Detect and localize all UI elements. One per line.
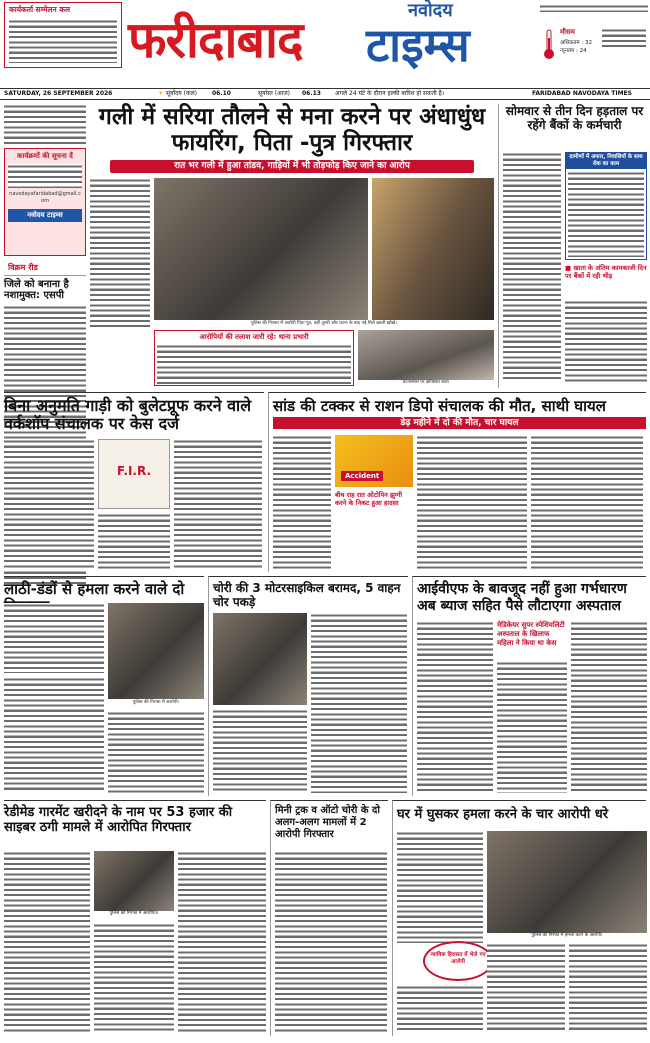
ivf-story [412,576,646,796]
date: SATURDAY, 26 SEPTEMBER 2026 [4,90,113,97]
weather-tease: अगले 24 घंटे के दौरान हल्की बारिश हो सकती है। [335,90,445,97]
custody-stamp-text: न्यायिक हिरासत में भेजे गए आरोपी [430,952,486,965]
workshop-headline: बिना अनुमति गाड़ी को बुलेटप्रूफ करने वाले वर्कशॉप संचालक पर केस दर्ज [4,396,252,433]
bank-sub-headline: ■ खाता के अंतिम कामकाजी दिन पर बैंकों में रही भीड़ [565,264,647,280]
accident-label: Accident [341,471,383,481]
temp-max: अधिकतम : 32 [560,40,593,46]
mini-truck-story [270,800,388,1036]
lathi-photo [108,603,204,699]
lathi-photo-caption: पुलिस की गिरफ्त में आरोपी। [132,700,180,705]
weather-title: मौसम [560,28,575,36]
brand-blue-top: नवोदय [408,0,453,21]
car-photo [358,330,494,380]
bull-accident-story [268,392,646,572]
fir-label: F.I.R. [116,464,152,478]
bull-strap: डेढ़ महीने में दो की मौत, चार घायल [273,417,646,429]
edition-en: FARIDABAD NAVODAYA TIMES [532,90,632,97]
ad-box [4,148,86,256]
brand-blue: टाइम्स [366,18,470,72]
sunrise-time: 06.10 [212,90,231,97]
bull-sub-headline: बीच राह रात ओटोपिन झुग्गी करने के निकट हुआ हादसा [335,491,403,507]
masthead [0,0,650,97]
bull-headline: सांड की टक्कर से राशन डिपो संचालक की मौत, साथी घायल [273,397,606,415]
sunrise-label: सूर्योदय (कल) [166,90,198,97]
house-attack-photo [487,831,647,933]
ad-box-email: navodayafaridabad@gmail.com [9,191,81,204]
workshop-story [4,392,264,572]
readymade-story [4,800,266,1036]
house-attack-headline: घर में घुसकर हमला करने के चार आरोपी धरे [397,807,609,822]
mini-truck-headline: मिनी ट्रक व ऑटो चोरी के दो अलग-अलग मामलों में 2 आरोपी गिरफ्तार [275,805,380,840]
weather-box [540,4,648,68]
motorcycle-headline: चोरी की 3 मोटरसाइकिल बरामद, 5 वाहन चोर पकड़े [213,581,401,609]
temp-min: न्यूनतम : 24 [560,48,587,54]
bank-sidebar [565,152,647,260]
bank-strike-story [498,104,646,388]
ad-box-title: कार्यक्रमों की सूचना दें [17,152,73,160]
lead-photo-caption: पुलिस की गिरफ्त में आरोपी पिता पुत्र, वहीं दूसरी ओर घटना के बाद पड़े मिले खाली खोखे। [250,321,398,326]
quote-box [154,330,354,386]
readymade-headline: रेडीमेड गारमेंट खरीदने के नाम पर 53 हजार की साइबर ठगी मामले में आरोपित गिरफ्तार [4,805,233,835]
lead-headline: गली में सरिया तौलने से मना करने पर अंधाधुंध फायरिंग, पिता -पुत्र गिरफ्तार [98,104,486,156]
left-story-headline: जिले को बनाना है नशामुक्त: एसपी [4,279,69,301]
lead-photo [154,178,368,320]
teaser-text [9,19,117,63]
readymade-photo [94,851,174,911]
teaser-title: कार्यकर्ता सम्मेलन कल [9,5,71,14]
sunset-label: सूर्यास्त (आज) [258,90,291,97]
brand-red: फरीदाबाद [128,11,303,69]
lathi-story [4,576,204,796]
quote-title: आरोपियों की तलाश जारी रहे: थाना प्रभारी [199,333,309,341]
car-caption: घटनास्थल पर क्षतिग्रस्त कार। [402,380,450,385]
shell-casings-photo [372,178,494,320]
readymade-photo-caption: पुलिस की गिरफ्त में आरोपित। [109,911,159,916]
sunset-time: 06.13 [302,90,321,97]
house-attack-photo-caption: पुलिस की गिरफ्त में हमला करने के आरोपी। [531,933,603,938]
ad-box-brand: नवोदय टाइम्स [8,209,82,222]
weather-icon [542,28,556,60]
masthead-brand [128,0,538,72]
motorcycle-story [208,576,408,796]
bank-headline: सोमवार से तीन दिन हड़ताल पर रहेंगे बैंकों के कर्मचारी [505,104,644,132]
lead-story [90,104,494,388]
ivf-sub-headline: मेडिकेयर सुपर स्पेशियलिटी अस्पताल के खिलाफ महिला ने किया था केस [497,621,565,647]
blank-label: विक्रम रीड [4,260,86,276]
fir-graphic [98,439,170,509]
lead-strap: रात भर गली में हुआ तांडव, गाड़ियों में भी तोड़फोड़ किए जाने का आरोप [110,160,474,173]
bank-sidebar-title: ग्रामीणों में अफरा, निवासियों के साथ रोक का काम [566,153,646,169]
custody-stamp [423,941,493,981]
date-bar [0,88,650,100]
masthead-left-teaser [4,2,122,68]
sun-icon: ☀ [158,90,164,97]
house-attack-story [392,800,646,1036]
lathi-headline: लाठी-डंडों से हमला करने वाले दो [4,580,185,598]
ivf-headline: आईवीएफ के बावजूद नहीं हुआ गर्भधारण अब ब्याज सहित पैसे लौटाएगा अस्पताल [417,581,627,614]
motorcycle-photo [213,613,307,705]
accident-image [335,435,413,487]
